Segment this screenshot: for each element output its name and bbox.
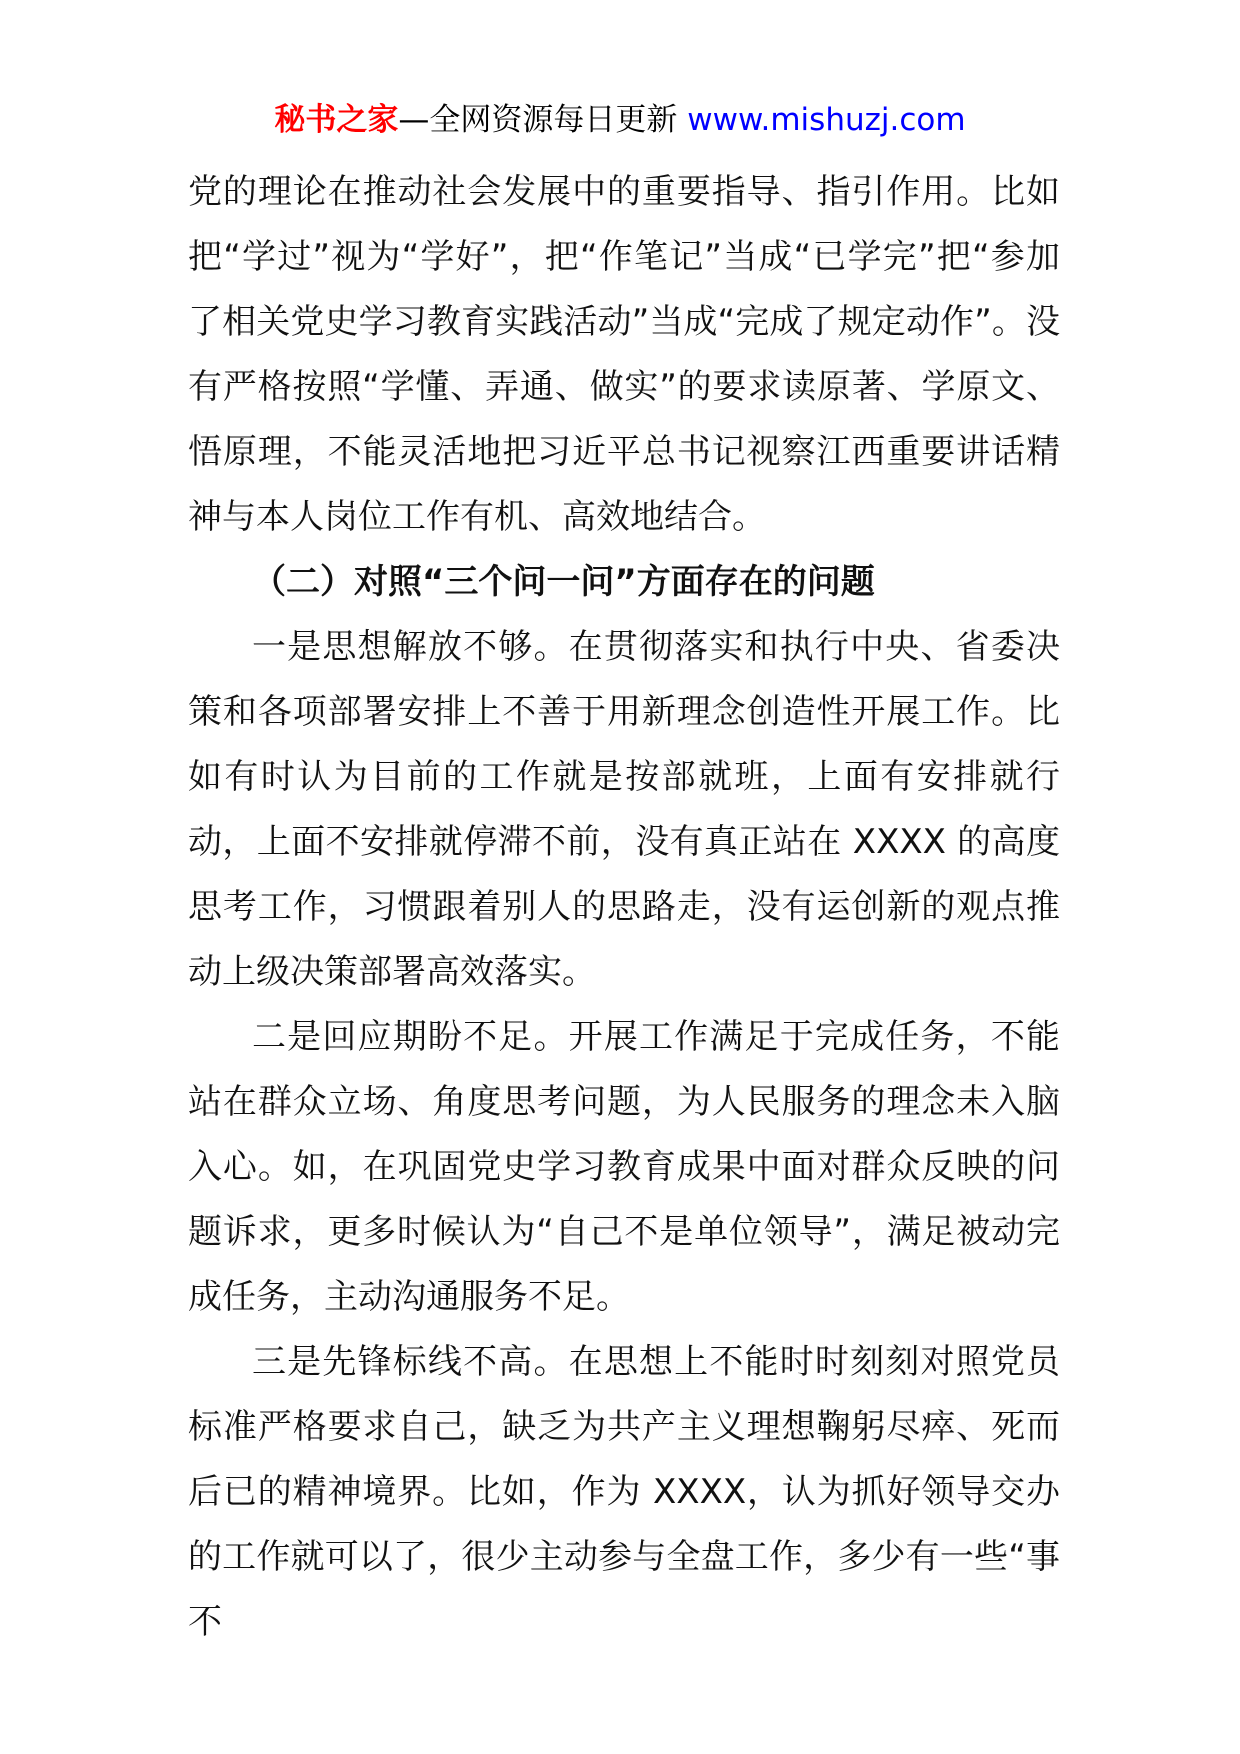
paragraph-pioneer-standard: 三是先锋标线不高。在思想上不能时时刻刻对照党员标准严格要求自己，缺乏为共产主义理想鞠躬尽瘁、死而后已的精神境界。比如，作为 XXXX，认为抓好领导交办的工作就可以了，很少主动参与全盘工作，多少有一些“事不	[188, 1342, 1060, 1642]
paragraph-response-expectations: 二是回应期盼不足。开展工作满足于完成任务，不能站在群众立场、角度思考问题，为人民服务的理念未入脑入心。如，在巩固党史学习教育成果中面对群众反映的问题诉求，更多时候认为“自己不是单位领导”，满足被动完成任务，主动沟通服务不足。	[188, 1017, 1060, 1317]
paragraph-thought-liberation: 一是思想解放不够。在贯彻落实和执行中央、省委决策和各项部署安排上不善于用新理念创造性开展工作。比如有时认为目前的工作就是按部就班，上面有安排就行动，上面不安排就停滞不前，没有真正站在 XXXX 的高度思考工作，习惯跟着别人的思路走，没有运创新的观点推动上级决策部署高效落实。	[188, 627, 1060, 992]
header-tagline: —全网资源每日更新	[398, 102, 678, 138]
document-body	[188, 160, 1060, 1655]
website-link[interactable]: www.mishuzj.com	[687, 102, 966, 138]
page-header	[0, 100, 1240, 140]
section-heading: （二）对照“三个问一问”方面存在的问题	[252, 562, 875, 602]
brand-name: 秘书之家	[274, 102, 399, 138]
paragraph-continued: 党的理论在推动社会发展中的重要指导、指引作用。比如把“学过”视为“学好”，把“作笔记”当成“已学完”把“参加了相关党史学习教育实践活动”当成“完成了规定动作”。没有严格按照“学懂、弄通、做实”的要求读原著、学原文、悟原理，不能灵活地把习近平总书记视察江西重要讲话精神与本人岗位工作有机、高效地结合。	[188, 172, 1060, 537]
